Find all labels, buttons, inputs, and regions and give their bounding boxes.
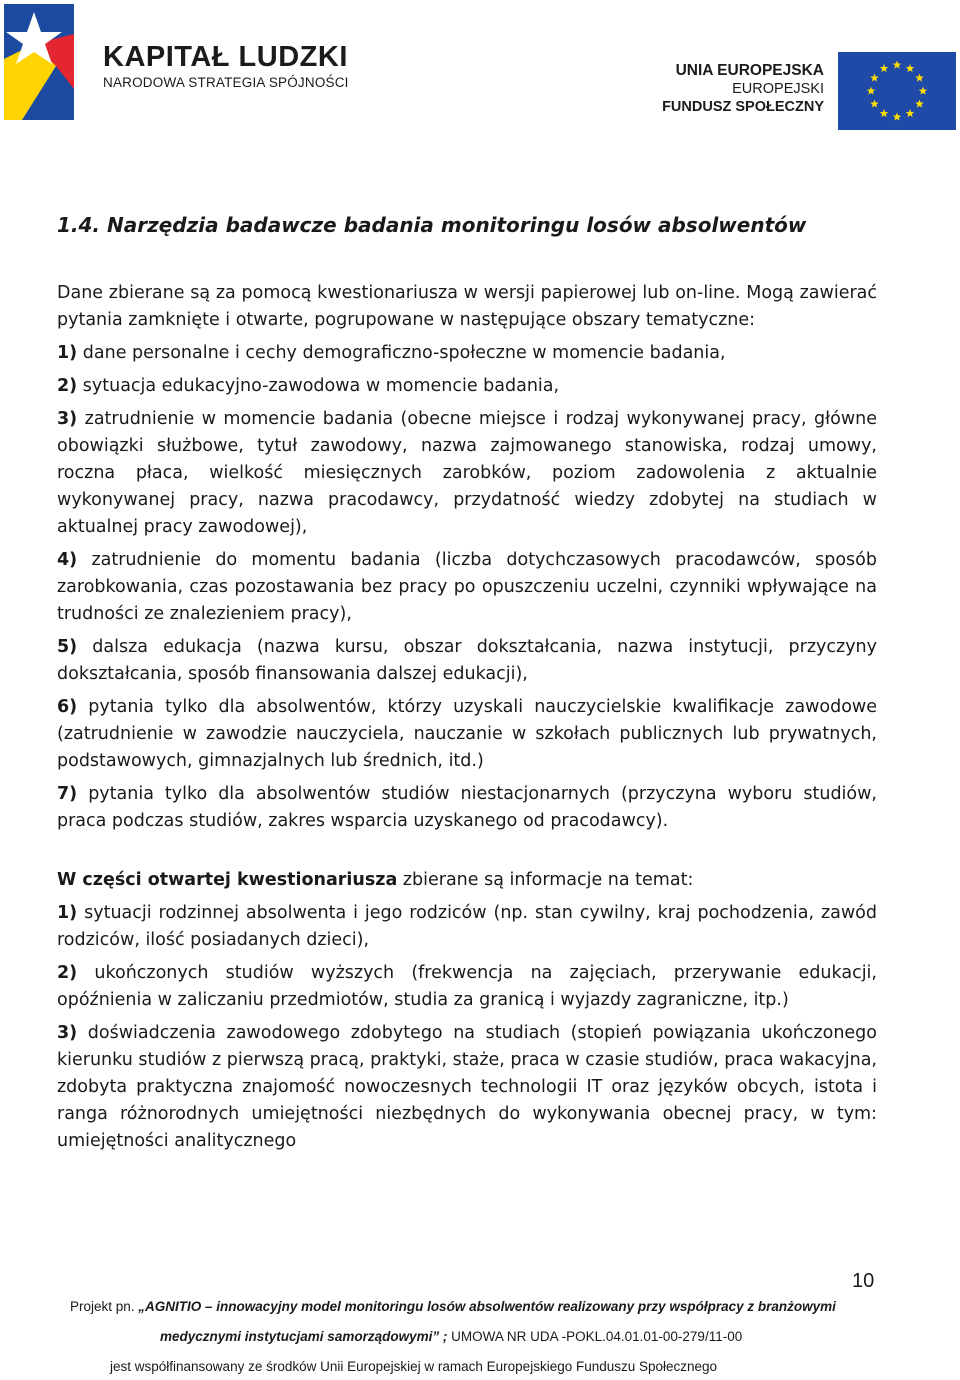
list-item [57,547,877,628]
list-item [57,634,877,688]
item-number: 4) [57,550,78,570]
kapital-ludzki-logo-icon [4,4,74,120]
section-heading: 1.4. Narzędzia badawcze badania monitoringu losów absolwentów [57,213,807,237]
footer-project-name: „AGNITIO – innowacyjny model monitoringu losów absolwentów realizowany przy współpracy z branżowymi [138,1299,836,1314]
item-text: dalsza edukacja (nazwa kursu, obszar dokształcania, nazwa instytucji, przyczyny dokształcania, sposób finansowania dalszej edukacji), [57,637,877,684]
list-item [57,694,877,775]
item-number: 2) [57,376,78,396]
footer-contract: UMOWA NR UDA -POKL.04.01.01-00-279/11-00 [447,1329,743,1344]
footer-line-2 [160,1329,742,1344]
item-text: pytania tylko dla absolwentów studiów niestacjonarnych (przyczyna wyboru studiów, praca podczas studiów, zakres wsparcia uzyskanego od pracodawcy). [57,784,877,831]
footer-prefix: Projekt pn. [70,1299,139,1314]
list-item [57,900,877,954]
item-text: ukończonych studiów wyższych (frekwencja na zajęciach, przerywanie edukacji, opóźnienia w zaliczaniu przedmiotów, studia za granicą i wyjazdy zagraniczne, itp.) [57,963,877,1010]
open-part-intro [57,867,877,894]
list-item [57,373,877,400]
list-item [57,340,877,367]
item-number: 2) [57,963,78,983]
eu-line-3: FUNDUSZ SPOŁECZNY [662,99,824,115]
eu-flag-icon [838,52,956,130]
item-text: sytuacja edukacyjno-zawodowa w momencie badania, [82,376,560,396]
eu-line-1: UNIA EUROPEJSKA [675,62,824,79]
list-item [57,960,877,1014]
item-text: zatrudnienie do momentu badania (liczba dotychczasowych pracodawców, sposób zarobkowania, czas pozostawania bez pracy po opuszczeniu uczelni, czynniki wpływające na trudności ze znalezieniem pracy), [57,550,877,624]
list-item [57,781,877,835]
list-item [57,1020,877,1155]
item-number: 3) [57,409,78,429]
open-part-rest: zbierane są informacje na temat: [397,870,694,890]
item-text: zatrudnienie w momencie badania (obecne miejsce i rodzaj wykonywanej pracy, główne obowiązki służbowe, tytuł zawodowy, nazwa zajmowanego stanowiska, rodzaj umowy, roczna płaca, wielkość miesięcznych zarobków, poziom zadowolenia z aktualnie wykonywanej pracy, nazwa pracodawcy, przydatność wiedzy zdobytej na studiach w aktualnej pracy zawodowej), [57,409,877,537]
footer-line-3: jest współfinansowany ze środków Unii Europejskiej w ramach Europejskiego Funduszu Społecznego [110,1359,718,1374]
footer-line-1 [70,1299,836,1314]
list-item [57,406,877,541]
open-part-bold: W części otwartej kwestionariusza [57,870,398,890]
item-number: 1) [57,343,78,363]
footer-project-name-cont: medycznymi instytucjami samorządowymi” ; [160,1329,448,1344]
item-text: pytania tylko dla absolwentów, którzy uzyskali nauczycielskie kwalifikacje zawodowe (zatrudnienie w zawodzie nauczyciela, nauczanie w szkołach publicznych lub prywatnych, podstawowych, gimnazjalnych lub średnich, itd.) [57,697,877,771]
item-number: 7) [57,784,78,804]
intro-paragraph: Dane zbierane są za pomocą kwestionariusza w wersji papierowej lub on-line. Mogą zawierać pytania zamknięte i otwarte, pogrupowane w następujące obszary tematyczne: [57,283,877,330]
item-number: 5) [57,637,78,657]
kapital-ludzki-subtitle: NARODOWA STRATEGIA SPÓJNOŚCI [103,75,349,90]
item-text: dane personalne i cechy demograficzno-społeczne w momencie badania, [82,343,726,363]
document-body [57,210,877,1161]
item-number: 3) [57,1023,78,1043]
page-number: 10 [852,1270,875,1292]
eu-line-2: EUROPEJSKI [732,81,824,97]
item-number: 1) [57,903,78,923]
item-text: sytuacji rodzinnej absolwenta i jego rodziców (np. stan cywilny, kraj pochodzenia, zawód rodziców, ilość posiadanych dzieci), [57,903,877,950]
item-number: 6) [57,697,78,717]
item-text: doświadczenia zawodowego zdobytego na studiach (stopień powiązania ukończonego kierunku studiów z pierwszą pracą, praktyki, staże, praca w czasie studiów, praca wakacyjna, zdobyta praktyczna znajomość nowoczesnych technologii IT oraz języków obcych, istota i ranga różnorodnych umiejętności niezbędnych do wykonywania obecnej pracy, w tym: umiejętności analitycznego [57,1023,877,1151]
page-header [0,0,960,150]
kapital-ludzki-title: KAPITAŁ LUDZKI [103,41,348,73]
eu-fund-label [662,62,824,116]
